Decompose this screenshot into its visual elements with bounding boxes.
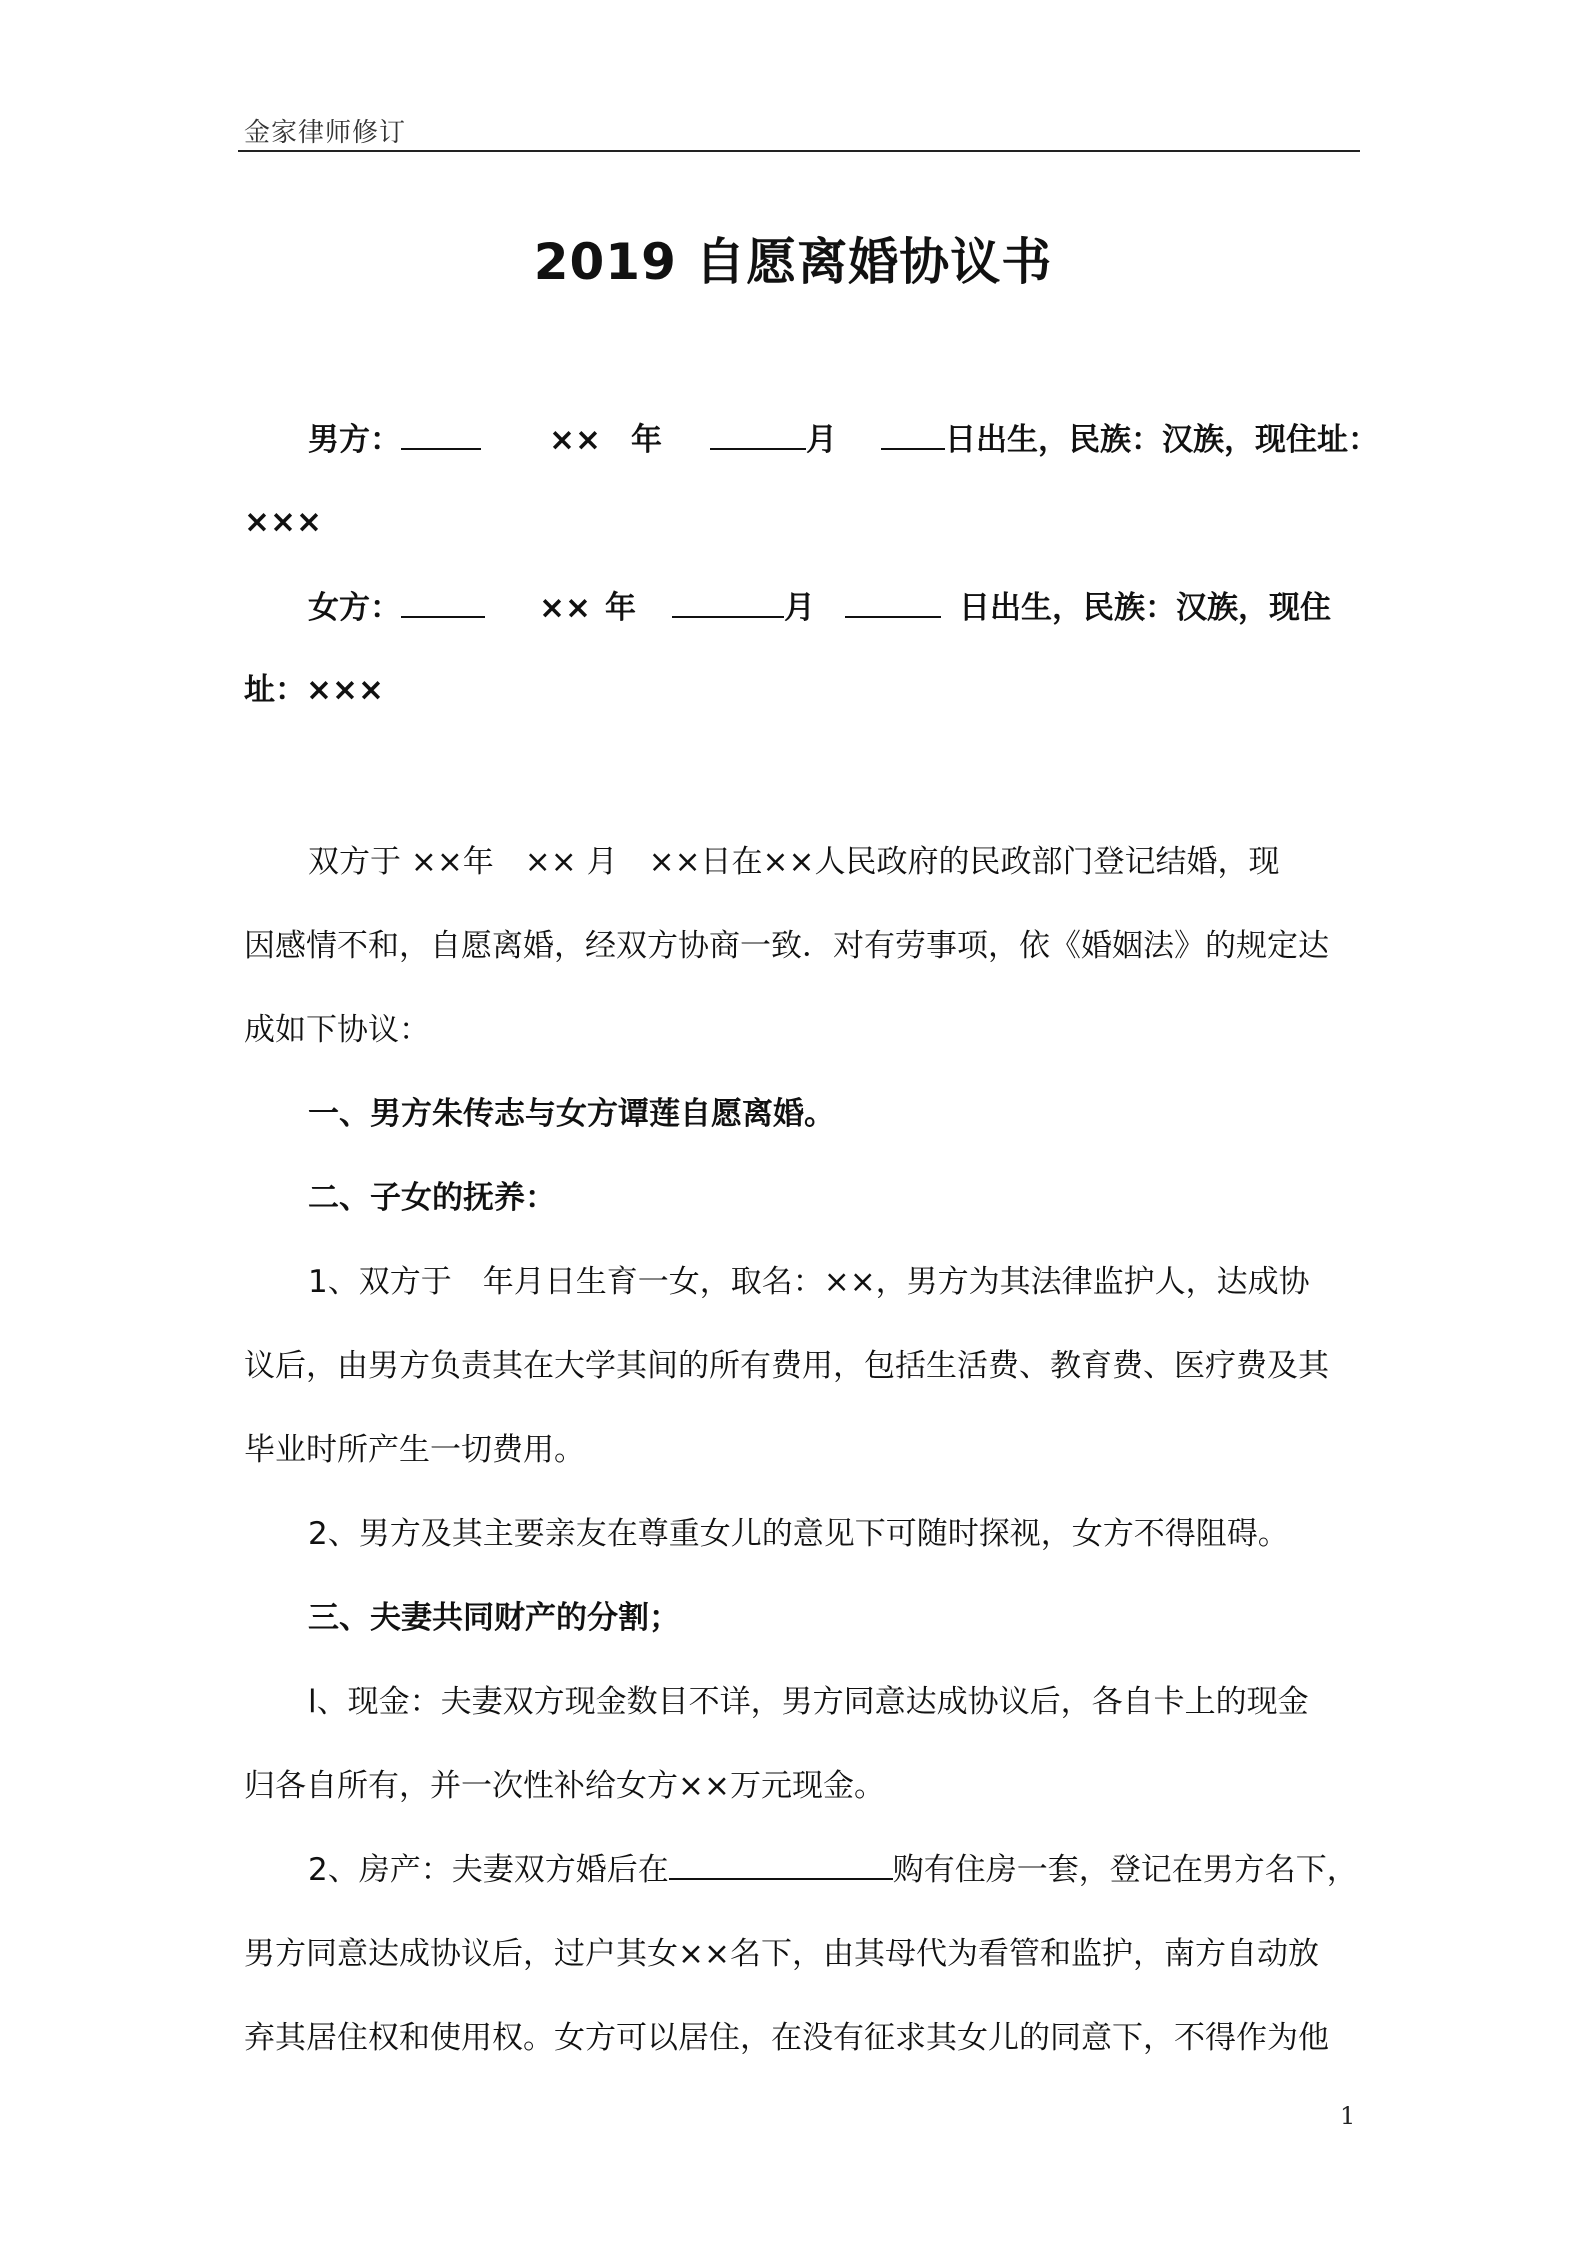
section-3-heading: 三、夫妻共同财产的分割； [308,1600,680,1636]
cash-clause-line-1: l、现金：夫妻双方现金数目不详，男方同意达成协议后，各自卡上的现金 [308,1684,1309,1720]
female-rest: 日出生，民族：汉族，现住 [958,590,1331,626]
page-number: 1 [1340,2102,1356,2130]
intro-line-1: 双方于 ××年 ×× 月 ××日在××人民政府的民政部门登记结婚，现 [308,844,1280,880]
intro-line-2: 因感情不和，自愿离婚，经双方协商一致．对有劳事项，依《婚姻法》的规定达 [244,928,1329,964]
intro-line-3: 成如下协议： [244,1012,430,1048]
female-address-line [244,670,1360,710]
female-day-blank [845,590,941,618]
section-2-heading: 二、子女的抚养： [308,1180,556,1216]
male-name-blank [401,422,481,450]
female-party-line [244,588,1360,628]
house-clause-line-2: 男方同意达成协议后，过户其女××名下，由其母代为看管和监护，南方自动放 [244,1936,1319,1972]
male-month-unit: 月 [805,422,837,458]
female-year: ×× [539,590,591,626]
female-label: 女方： [308,590,401,626]
male-label: 男方： [308,422,401,458]
male-rest: 日出生，民族：汉族，现住址： [944,422,1379,458]
male-year: ×× [549,422,601,458]
page-header [238,112,1360,152]
female-address: 址：××× [244,672,384,708]
house-clause-prefix: 2、房产：夫妻双方婚后在 [308,1852,669,1888]
house-clause-line-1 [244,1850,1360,1890]
house-location-blank [669,1852,893,1880]
header-text: 金家律师修订 [244,118,407,148]
house-clause-suffix: 购有住房一套，登记在男方名下， [892,1852,1358,1888]
male-party-line [244,420,1379,460]
house-clause-line-3: 弃其居住权和使用权。女方可以居住，在没有征求其女儿的同意下，不得作为他 [244,2020,1329,2056]
female-month-unit: 月 [783,590,815,626]
child-clause-1-line-1: 1、双方于 年月日生育一女，取名：××，男方为其法律监护人，达成协 [308,1264,1310,1300]
child-clause-2: 2、男方及其主要亲友在尊重女儿的意见下可随时探视，女方不得阻碍。 [308,1516,1289,1552]
male-day-blank [881,422,945,450]
female-year-unit: 年 [604,590,636,626]
section-1-heading: 一、男方朱传志与女方谭莲自愿离婚。 [308,1096,835,1132]
male-address-line [244,502,1360,542]
cash-clause-line-2: 归各自所有，并一次性补给女方××万元现金。 [244,1768,885,1804]
male-address: ××× [244,504,322,540]
child-clause-1-line-2: 议后，由男方负责其在大学其间的所有费用，包括生活费、教育费、医疗费及其 [244,1348,1329,1384]
male-month-blank [710,422,806,450]
document-title: 2019 自愿离婚协议书 [533,233,1053,291]
child-clause-1-line-3: 毕业时所产生一切费用。 [244,1432,585,1468]
female-name-blank [401,590,485,618]
male-year-unit: 年 [630,422,662,458]
female-month-blank [672,590,784,618]
